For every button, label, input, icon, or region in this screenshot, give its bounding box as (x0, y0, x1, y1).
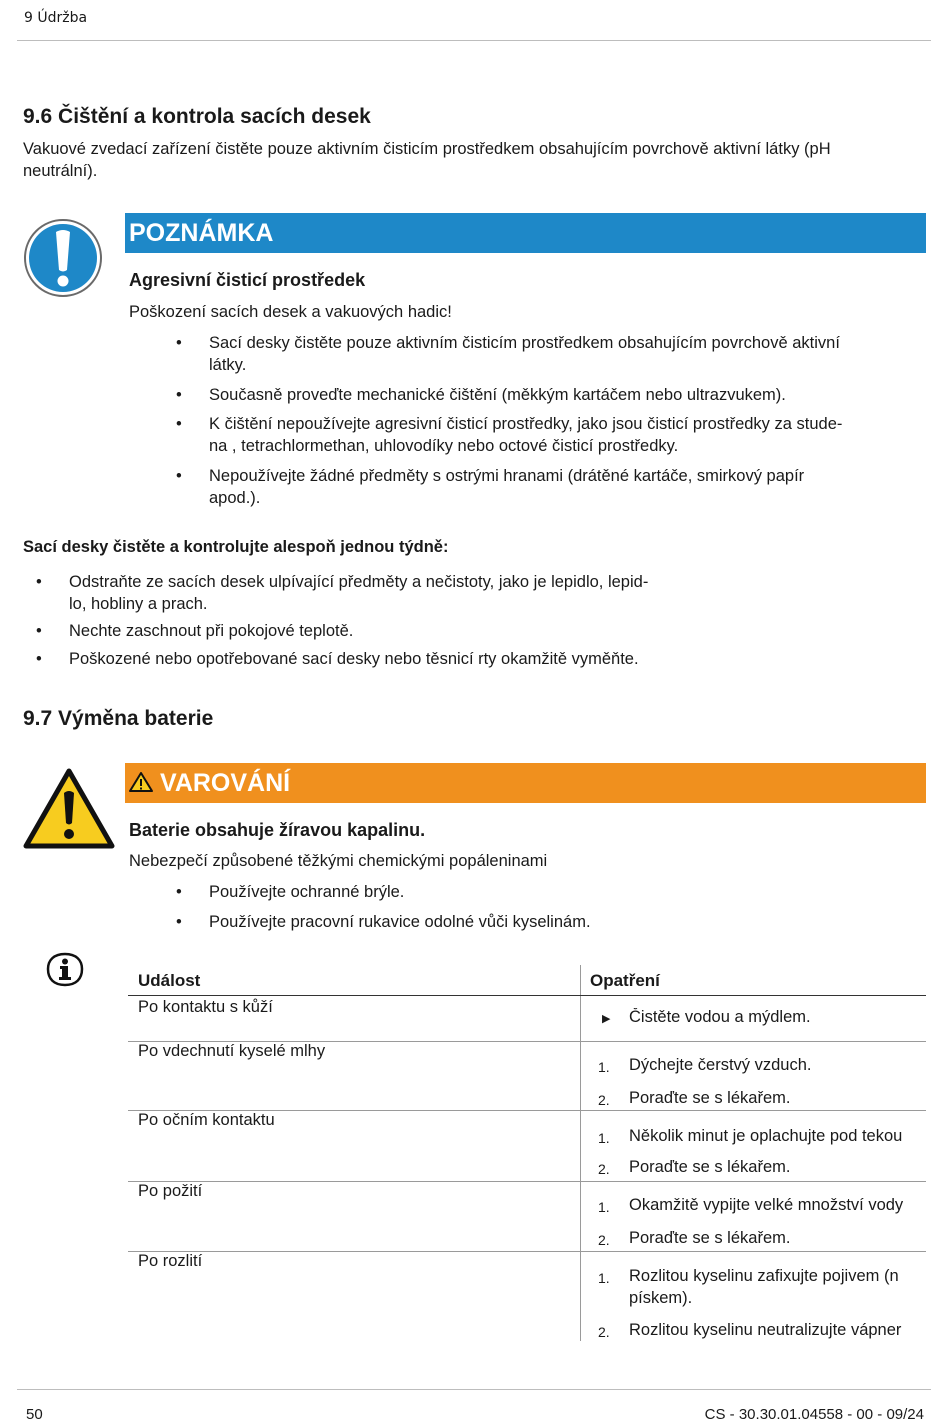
note-bullet-text: apod.). (209, 489, 261, 507)
weekly-bullet-text: Odstraňte ze sacích desek ulpívající předměty a nečistoty, jako je lepidlo, lepid- (69, 573, 649, 591)
table-event-cell: Po požití (138, 1182, 203, 1200)
footer-page-number: 50 (26, 1406, 43, 1423)
table-row-divider-right (581, 1041, 926, 1042)
note-subtitle: Poškození sacích desek a vakuových hadic! (129, 303, 452, 321)
exclamation-circle-icon (23, 218, 103, 298)
table-row-divider-right (581, 1110, 926, 1111)
table-action-step-text: Rozlitou kyselinu zafixujte pojivem (n (629, 1267, 899, 1285)
footer-rule (17, 1389, 931, 1390)
note-bullet-text: K čištění nepoužívejte agresivní čisticí prostředky, jako jsou čisticí prostředky za stude- (209, 415, 843, 433)
warning-subtitle: Nebezpečí způsobené těžkými chemickými popáleninami (129, 852, 548, 870)
note-bullet-text: na , tetrachlormethan, uhlovodíky nebo octové čisticí prostředky. (209, 437, 679, 455)
warning-banner (125, 763, 926, 803)
section-9-6-intro-line2: neutrální). (23, 162, 98, 180)
table-row-divider-right (581, 1251, 926, 1252)
table-action-step-text: Poraďte se s lékařem. (629, 1158, 791, 1176)
warning-bullet-text: Používejte pracovní rukavice odolné vůči kyselinám. (209, 913, 591, 931)
table-action-step-text: Čistěte vodou a mýdlem. (629, 1008, 811, 1026)
table-event-cell: Po rozlití (138, 1252, 203, 1270)
table-header-rule (128, 995, 926, 996)
section-9-6-title: 9.6 Čištění a kontrola sacích desek (23, 105, 371, 128)
bullet-dot: • (176, 386, 182, 404)
step-number: 2. (598, 1092, 610, 1108)
bullet-dot: • (36, 650, 42, 668)
table-row-divider-right (581, 1181, 926, 1182)
note-bullet-item (176, 332, 926, 376)
step-number: 2. (598, 1324, 610, 1340)
note-title: Agresivní čisticí prostředek (129, 270, 366, 290)
warning-banner-label: VAROVÁNÍ (160, 769, 291, 797)
table-event-cell: Po očním kontaktu (138, 1111, 275, 1129)
table-column-divider (580, 965, 581, 1341)
note-banner: POZNÁMKA (125, 213, 926, 253)
page-header-section: 9 Údržba (24, 10, 88, 26)
bullet-dot: • (36, 573, 42, 591)
section-9-6-intro-line1: Vakuové zvedací zařízení čistěte pouze aktivním čisticím prostředkem obsahujícím povrchově aktivní látky (pH (23, 140, 831, 158)
table-action-step-text: Několik minut je oplachujte pod tekou (629, 1127, 903, 1145)
weekly-bullet-text: Poškozené nebo opotřebované sací desky nebo těsnicí rty okamžitě vyměňte. (69, 650, 639, 668)
note-bullet-item (176, 384, 926, 406)
bullet-dot: • (176, 913, 182, 931)
bullet-dot: • (176, 883, 182, 901)
table-action-step-text: pískem). (629, 1289, 693, 1307)
weekly-bullet-item (36, 620, 926, 642)
table-event-cell: Po kontaktu s kůží (138, 998, 273, 1016)
step-arrow-icon: ▶ (602, 1013, 611, 1025)
table-header-action: Opatření (590, 971, 660, 990)
table-action-step-text: Poraďte se s lékařem. (629, 1089, 791, 1107)
table-action-step-text: Rozlitou kyselinu neutralizujte vápner (629, 1321, 902, 1339)
note-bullet-text: Sací desky čistěte pouze aktivním čisticím prostředkem obsahujícím povrchově aktivní (209, 334, 840, 352)
note-bullet-text: látky. (209, 356, 247, 374)
warning-small-icon (128, 771, 154, 793)
bullet-dot: • (36, 622, 42, 640)
step-number: 1. (598, 1059, 610, 1075)
table-action-step-text: Dýchejte čerstvý vzduch. (629, 1056, 812, 1074)
bullet-dot: • (176, 334, 182, 352)
step-number: 1. (598, 1199, 610, 1215)
header-rule (17, 40, 931, 41)
note-bullet-text: Nepoužívejte žádné předměty s ostrými hranami (drátěné kartáče, smirkový papír (209, 467, 805, 485)
warning-bullet-item (176, 911, 926, 933)
warning-triangle-icon (23, 768, 115, 850)
weekly-bullet-item (36, 571, 926, 615)
table-event-cell: Po vdechnutí kyselé mlhy (138, 1042, 326, 1060)
step-number: 2. (598, 1161, 610, 1177)
warning-bullet-item (176, 881, 926, 903)
section-9-7-title: 9.7 Výměna baterie (23, 707, 214, 730)
table-action-step-text: Okamžitě vypijte velké množství vody (629, 1196, 904, 1214)
table-action-step-text: Poraďte se s lékařem. (629, 1229, 791, 1247)
note-bullet-text: Současně proveďte mechanické čištění (měkkým kartáčem nebo ultrazvukem). (209, 386, 786, 404)
info-icon (46, 952, 84, 988)
weekly-bullet-item (36, 648, 926, 670)
weekly-bullet-text: lo, hobliny a prach. (69, 595, 208, 613)
bullet-dot: • (176, 467, 182, 485)
step-number: 1. (598, 1130, 610, 1146)
weekly-heading: Sací desky čistěte a kontrolujte alespoň jednou týdně: (23, 538, 449, 556)
step-number: 2. (598, 1232, 610, 1248)
step-number: 1. (598, 1270, 610, 1286)
footer-doc-ref: CS - 30.30.01.04558 - 00 - 09/24 (704, 1406, 924, 1423)
table-header-event: Událost (138, 971, 201, 990)
warning-title: Baterie obsahuje žíravou kapalinu. (129, 820, 426, 840)
note-bullet-item (176, 413, 926, 457)
note-bullet-item (176, 465, 926, 509)
warning-bullet-text: Používejte ochranné brýle. (209, 883, 405, 901)
bullet-dot: • (176, 415, 182, 433)
weekly-bullet-text: Nechte zaschnout při pokojové teplotě. (69, 622, 354, 640)
